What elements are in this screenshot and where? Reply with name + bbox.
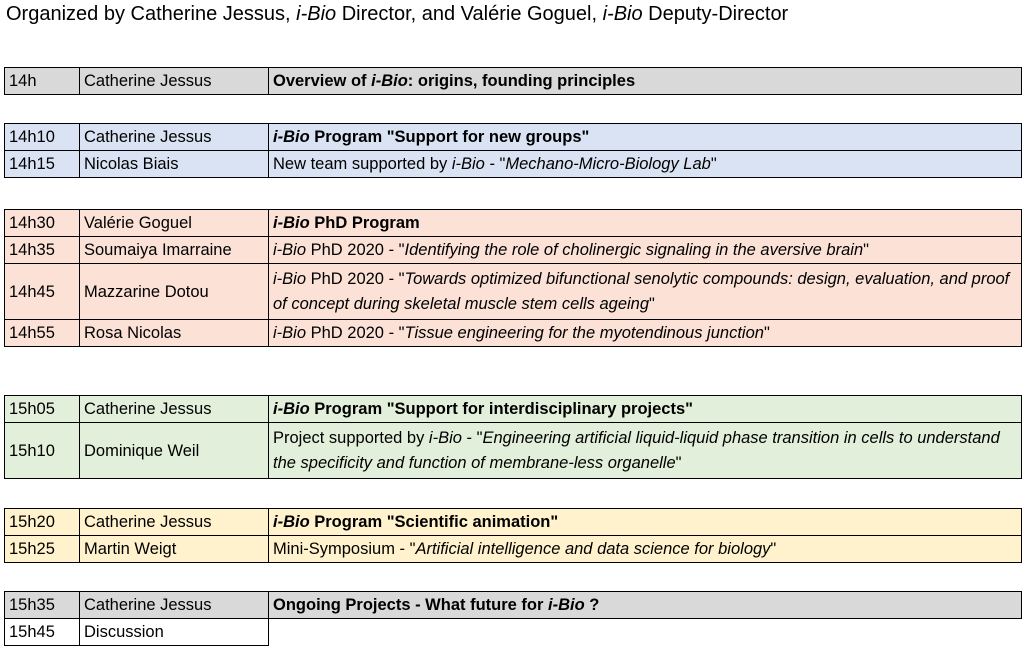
- schedule-row: [5, 264, 1022, 320]
- speaker-cell: Nicolas Biais: [80, 151, 269, 178]
- header-ibio-1: i-Bio: [296, 3, 337, 25]
- speaker-cell: Catherine Jessus: [80, 124, 269, 151]
- title-text: : origins, founding principles: [407, 72, 636, 90]
- title-cell: [269, 509, 1022, 536]
- schedule-row: [5, 68, 1022, 95]
- time-cell: 15h05: [5, 396, 80, 423]
- title-text: ": [863, 241, 869, 259]
- time-cell: 14h15: [5, 151, 80, 178]
- title-text: i-Bio: [548, 596, 585, 614]
- time-cell: 15h10: [5, 423, 80, 479]
- title-cell: [269, 592, 1022, 619]
- title-text: Program "Support for interdisciplinary projects": [309, 400, 693, 418]
- speaker-cell: Catherine Jessus: [80, 592, 269, 619]
- schedule-row: [5, 124, 1022, 151]
- schedule-row: [5, 237, 1022, 264]
- schedule-row: [5, 619, 1022, 646]
- schedule-block: [4, 508, 1022, 563]
- header-text-3: Deputy-Director: [642, 3, 789, 25]
- title-text: - ": [461, 428, 483, 447]
- speaker-cell: Soumaiya Imarraine: [80, 237, 269, 264]
- schedule-row: [5, 592, 1022, 619]
- time-cell: 14h10: [5, 124, 80, 151]
- schedule-row: [5, 536, 1022, 563]
- title-text: i-Bio: [273, 214, 310, 232]
- time-cell: 15h25: [5, 536, 80, 563]
- schedule-row: [5, 320, 1022, 347]
- title-text: Program "Support for new groups": [309, 128, 590, 146]
- title-text: Ongoing Projects - What future for: [273, 596, 548, 614]
- time-cell: 14h45: [5, 264, 80, 320]
- title-text: i-Bio: [273, 513, 310, 531]
- title-text: ": [649, 294, 655, 313]
- title-text: Mini-Symposium - ": [273, 540, 416, 558]
- title-text: Towards optimized bifunctional senolytic compounds: design, evaluation, and proof of concept during skeletal muscle stem cells ageing: [273, 269, 1010, 313]
- title-text: PhD Program: [309, 214, 420, 232]
- title-text: Identifying the role of cholinergic signaling in the aversive brain: [404, 241, 864, 259]
- time-cell: 14h30: [5, 210, 80, 237]
- schedule-row: [5, 423, 1022, 479]
- title-text: i-Bio: [273, 128, 310, 146]
- schedule-block: [4, 395, 1022, 479]
- title-cell: [269, 619, 1022, 646]
- schedule-block: [4, 209, 1022, 347]
- speaker-cell: Discussion: [80, 619, 269, 646]
- title-text: Engineering artificial liquid-liquid phase transition in cells to understand the specificity and function of membrane-less organelle: [273, 428, 1000, 472]
- schedule-block: [4, 123, 1022, 178]
- header-ibio-2: i-Bio: [602, 3, 643, 25]
- title-cell: [269, 264, 1022, 320]
- title-text: i-Bio: [428, 428, 462, 447]
- speaker-cell: Martin Weigt: [80, 536, 269, 563]
- title-cell: [269, 320, 1022, 347]
- speaker-cell: Rosa Nicolas: [80, 320, 269, 347]
- time-cell: 15h20: [5, 509, 80, 536]
- title-text: Mechano-Micro-Biology Lab: [505, 155, 711, 173]
- title-text: ": [710, 155, 717, 173]
- time-cell: 15h35: [5, 592, 80, 619]
- time-cell: 15h45: [5, 619, 80, 646]
- title-text: - ": [484, 155, 506, 173]
- schedule-row: [5, 396, 1022, 423]
- organizers-header: [6, 3, 788, 26]
- header-text-2: Director, and Valérie Goguel,: [336, 3, 603, 25]
- title-text: i-Bio: [451, 155, 485, 173]
- schedule-row: [5, 509, 1022, 536]
- schedule-row: [5, 151, 1022, 178]
- title-cell: [269, 68, 1022, 95]
- title-text: i-Bio: [371, 72, 408, 90]
- header-text-1: Organized by Catherine Jessus,: [6, 3, 297, 25]
- title-cell: [269, 237, 1022, 264]
- schedule-block: [4, 591, 1022, 646]
- title-text: ": [675, 453, 682, 472]
- speaker-cell: Catherine Jessus: [80, 396, 269, 423]
- speaker-cell: Valérie Goguel: [80, 210, 269, 237]
- title-text: PhD 2020 - ": [306, 324, 405, 342]
- title-cell: [269, 210, 1022, 237]
- title-text: Overview of: [273, 72, 372, 90]
- title-cell: [269, 396, 1022, 423]
- title-text: Artificial intelligence and data science for biology: [415, 540, 771, 558]
- title-cell: [269, 536, 1022, 563]
- schedule-block: [4, 67, 1022, 95]
- schedule-row: [5, 210, 1022, 237]
- title-text: i-Bio: [273, 269, 307, 288]
- title-text: ?: [584, 596, 600, 614]
- title-cell: [269, 423, 1022, 479]
- title-text: PhD 2020 - ": [306, 241, 405, 259]
- speaker-cell: Dominique Weil: [80, 423, 269, 479]
- title-text: ": [763, 324, 770, 342]
- time-cell: 14h55: [5, 320, 80, 347]
- title-cell: [269, 124, 1022, 151]
- title-text: i-Bio: [273, 324, 307, 342]
- speaker-cell: Catherine Jessus: [80, 68, 269, 95]
- title-text: Project supported by: [273, 428, 429, 447]
- time-cell: 14h: [5, 68, 80, 95]
- time-cell: 14h35: [5, 237, 80, 264]
- speaker-cell: Mazzarine Dotou: [80, 264, 269, 320]
- title-text: i-Bio: [273, 400, 310, 418]
- title-text: ": [770, 540, 777, 558]
- title-text: Program "Scientific animation": [309, 513, 559, 531]
- title-cell: [269, 151, 1022, 178]
- title-text: i-Bio: [273, 241, 307, 259]
- title-text: Tissue engineering for the myotendinous junction: [404, 324, 764, 342]
- title-text: New team supported by: [273, 155, 452, 173]
- title-text: PhD 2020 - ": [306, 269, 405, 288]
- speaker-cell: Catherine Jessus: [80, 509, 269, 536]
